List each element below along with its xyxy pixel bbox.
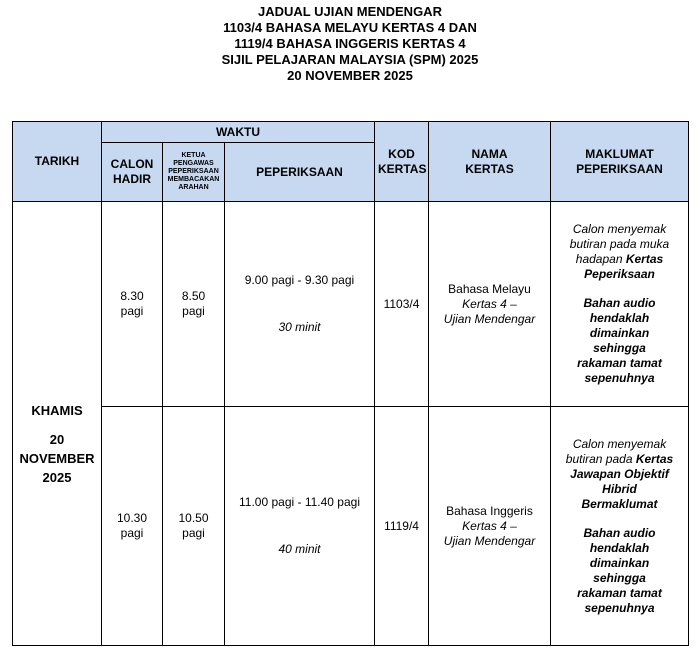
date-year: 2025 bbox=[42, 469, 72, 485]
document-title bbox=[0, 4, 700, 84]
title-line: 1103/4 BAHASA MELAYU KERTAS 4 DAN bbox=[223, 20, 477, 35]
schedule-table bbox=[12, 121, 689, 646]
title-line: 1119/4 BAHASA INGGERIS KERTAS 4 bbox=[234, 36, 466, 51]
title-line: JADUAL UJIAN MENDENGAR bbox=[258, 4, 442, 19]
exam-time: 9.00 pagi - 9.30 pagi bbox=[244, 273, 355, 287]
exam-duration: 30 minit bbox=[278, 320, 321, 334]
header-nama-kertas: NAMA KERTAS bbox=[429, 122, 551, 202]
date-month: NOVEMBER bbox=[19, 450, 95, 466]
header-waktu: WAKTU bbox=[102, 122, 375, 143]
header-tarikh: TARIKH bbox=[13, 122, 102, 202]
date-number: 20 bbox=[49, 431, 65, 447]
maklumat-cell: Calon menyemak butiran pada muka hadapan Kertas Peperiksaan Bahan audio hendaklah dimainkan sehingga rakaman tamat sepenuhnya bbox=[551, 202, 689, 407]
header-calon-hadir: CALON HADIR bbox=[102, 143, 163, 202]
exam-time: 11.00 pagi - 11.40 pagi bbox=[239, 495, 360, 509]
header-ketua-pengawas: KETUA PENGAWAS PEPERIKSAAN MEMBACAKAN ARAHAN bbox=[163, 143, 225, 202]
calon-hadir-time: 8.30 pagi bbox=[102, 202, 163, 407]
title-line: 20 NOVEMBER 2025 bbox=[287, 68, 413, 83]
ketua-pengawas-time: 8.50 pagi bbox=[163, 202, 225, 407]
kod-kertas: 1119/4 bbox=[375, 407, 429, 646]
maklumat-cell: Calon menyemak butiran pada Kertas Jawapan Objektif Hibrid Bermaklumat Bahan audio hendaklah dimainkan sehingga rakaman tamat sepenuhnya bbox=[551, 407, 689, 646]
header-peperiksaan: PEPERIKSAAN bbox=[225, 143, 375, 202]
exam-time-cell bbox=[225, 202, 375, 407]
ketua-pengawas-time: 10.50 pagi bbox=[163, 407, 225, 646]
date-day: KHAMIS bbox=[31, 402, 83, 418]
exam-time-cell bbox=[225, 407, 375, 646]
exam-duration: 40 minit bbox=[278, 542, 321, 556]
title-line: SIJIL PELAJARAN MALAYSIA (SPM) 2025 bbox=[221, 52, 479, 67]
date-cell bbox=[13, 202, 102, 646]
header-maklumat: MAKLUMAT PEPERIKSAAN bbox=[551, 122, 689, 202]
calon-hadir-time: 10.30 pagi bbox=[102, 407, 163, 646]
nama-kertas: Bahasa Inggeris Kertas 4 – Ujian Mendengar bbox=[429, 407, 551, 646]
nama-kertas: Bahasa Melayu Kertas 4 – Ujian Mendengar bbox=[429, 202, 551, 407]
header-kod-kertas: KOD KERTAS bbox=[375, 122, 429, 202]
kod-kertas: 1103/4 bbox=[375, 202, 429, 407]
